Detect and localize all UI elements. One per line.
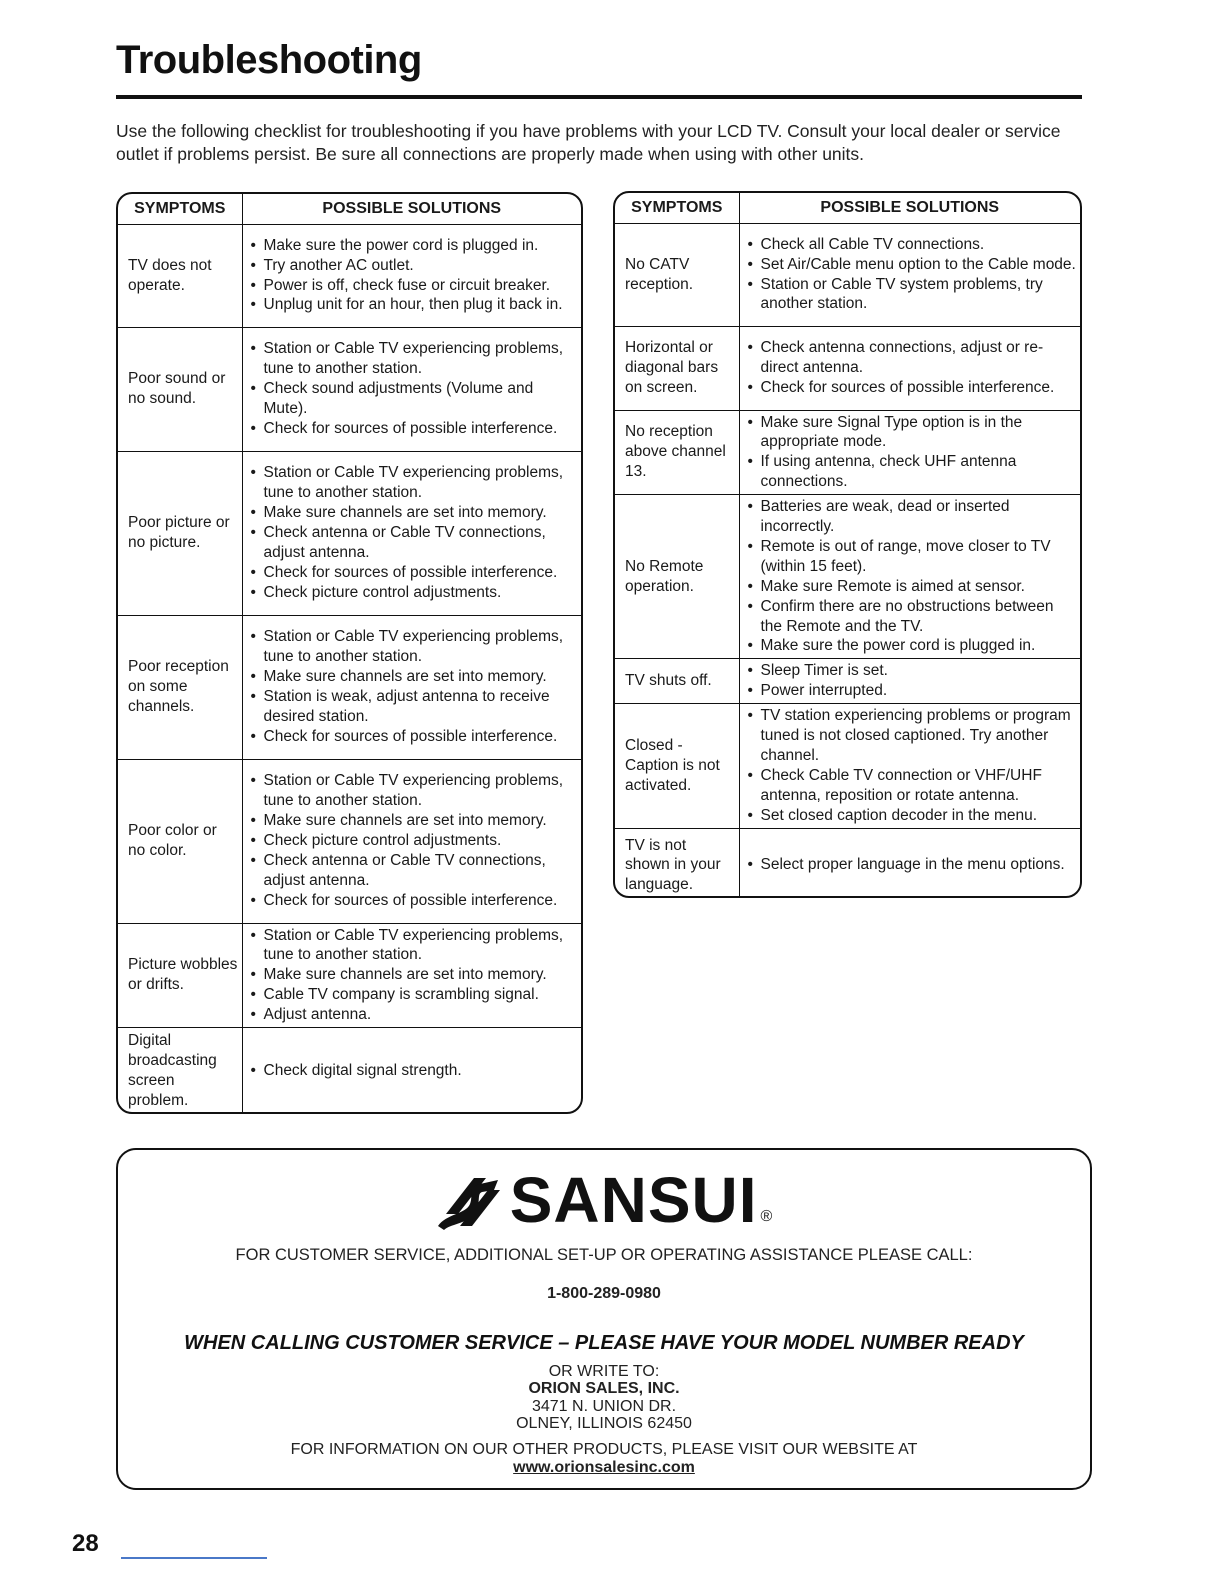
website-link[interactable]: www.orionsalesinc.com: [513, 1459, 695, 1476]
solution-item: • Station or Cable TV experiencing problems, tune to another station.: [249, 771, 578, 811]
solution-item: • Check for sources of possible interference.: [249, 727, 578, 747]
symptom-cell: Poor sound or no sound.: [118, 327, 242, 451]
solution-item: • Station or Cable TV experiencing problems, tune to another station.: [249, 339, 578, 379]
solutions-cell: [739, 828, 1080, 898]
solutions-cell: [242, 923, 581, 1028]
symptom-cell: Closed - Caption is not activated.: [615, 704, 739, 828]
symptoms-header: SYMPTOMS: [615, 193, 739, 223]
solution-item: • Unplug unit for an hour, then plug it back in.: [249, 295, 578, 315]
solutions-cell: [242, 224, 581, 327]
symptom-cell: TV is not shown in your language.: [615, 828, 739, 898]
solutions-list: [746, 338, 1077, 398]
model-number-warning: WHEN CALLING CUSTOMER SERVICE – PLEASE HAVE YOUR MODEL NUMBER READY: [184, 1332, 1024, 1354]
symptom-cell: TV shuts off.: [615, 659, 739, 704]
solution-item: • Station is weak, adjust antenna to receive desired station.: [249, 687, 578, 727]
solution-item: • Set Air/Cable menu option to the Cable mode.: [746, 255, 1077, 275]
solution-item: • Make sure Signal Type option is in the appropriate mode.: [746, 413, 1077, 453]
table-row: [118, 1028, 581, 1114]
footer-rule: [121, 1557, 267, 1559]
solutions-cell: [242, 615, 581, 759]
solutions-cell: [242, 327, 581, 451]
solution-item: • Make sure channels are set into memory.: [249, 811, 578, 831]
registered-mark: ®: [760, 1208, 773, 1225]
solutions-cell: [739, 495, 1080, 659]
solutions-cell: [739, 326, 1080, 410]
table-row: [118, 759, 581, 923]
solutions-list: [746, 855, 1077, 875]
solution-item: • Remote is out of range, move closer to TV (within 15 feet).: [746, 537, 1077, 577]
solution-item: • Make sure channels are set into memory.: [249, 667, 578, 687]
solutions-list: [249, 463, 578, 602]
solution-item: • Check digital signal strength.: [249, 1061, 578, 1081]
solution-item: • Check antenna or Cable TV connections, adjust antenna.: [249, 523, 578, 563]
solution-item: • Power interrupted.: [746, 681, 1077, 701]
solution-item: • Power is off, check fuse or circuit breaker.: [249, 276, 578, 296]
solution-item: • Check antenna connections, adjust or re-direct antenna.: [746, 338, 1077, 378]
symptom-cell: Poor color or no color.: [118, 759, 242, 923]
solutions-header: POSSIBLE SOLUTIONS: [242, 194, 581, 224]
table-row: [615, 410, 1080, 495]
solution-item: • Make sure channels are set into memory.: [249, 965, 578, 985]
table-row: [118, 327, 581, 451]
solution-item: • Make sure the power cord is plugged in.: [746, 636, 1077, 656]
solution-item: • Check antenna or Cable TV connections, adjust antenna.: [249, 851, 578, 891]
table-row: [615, 326, 1080, 410]
solutions-list: [249, 236, 578, 316]
solution-item: • Make sure Remote is aimed at sensor.: [746, 577, 1077, 597]
solution-item: • Check for sources of possible interference.: [249, 419, 578, 439]
solution-item: • Adjust antenna.: [249, 1005, 578, 1025]
solution-item: • Check for sources of possible interference.: [746, 378, 1077, 398]
call-text: FOR CUSTOMER SERVICE, ADDITIONAL SET-UP OR OPERATING ASSISTANCE PLEASE CALL:: [235, 1246, 973, 1264]
page-title: Troubleshooting: [116, 38, 422, 82]
sansui-logo-icon: [436, 1174, 502, 1230]
table-row: [615, 659, 1080, 704]
troubleshooting-table-left: [116, 192, 583, 1114]
title-rule: [116, 95, 1082, 99]
table-row: [615, 828, 1080, 898]
write-to-text: OR WRITE TO:: [548, 1363, 660, 1380]
solution-item: • Station or Cable TV system problems, try another station.: [746, 275, 1077, 315]
address-line-1: 3471 N. UNION DR.: [531, 1398, 677, 1415]
solution-item: • Check all Cable TV connections.: [746, 235, 1077, 255]
symptom-cell: Horizontal or diagonal bars on screen.: [615, 326, 739, 410]
customer-service-box: [116, 1148, 1092, 1490]
table-row: [118, 923, 581, 1028]
page-number: 28: [72, 1530, 99, 1557]
solution-item: • Make sure channels are set into memory.: [249, 503, 578, 523]
website-info-text: FOR INFORMATION ON OUR OTHER PRODUCTS, PLEASE VISIT OUR WEBSITE AT: [290, 1441, 918, 1458]
symptom-cell: Poor reception on some channels.: [118, 615, 242, 759]
solutions-list: [249, 339, 578, 439]
solution-item: • Station or Cable TV experiencing problems, tune to another station.: [249, 926, 578, 966]
solutions-list: [249, 771, 578, 910]
brand-name: SANSUI: [509, 1164, 758, 1236]
table-row: [118, 451, 581, 615]
solutions-cell: [739, 659, 1080, 704]
symptom-cell: Poor picture or no picture.: [118, 451, 242, 615]
phone-number: 1-800-289-0980: [547, 1285, 661, 1302]
symptom-cell: No reception above channel 13.: [615, 410, 739, 495]
solution-item: • Cable TV company is scrambling signal.: [249, 985, 578, 1005]
solution-item: • Select proper language in the menu options.: [746, 855, 1077, 875]
symptoms-header: SYMPTOMS: [118, 194, 242, 224]
solutions-list: [746, 235, 1077, 315]
solution-item: • Batteries are weak, dead or inserted incorrectly.: [746, 497, 1077, 537]
solution-item: • Check picture control adjustments.: [249, 583, 578, 603]
left-table-body: [118, 224, 581, 1114]
table-row: [118, 615, 581, 759]
solutions-list: [249, 1061, 578, 1081]
table-row: [615, 223, 1080, 326]
solution-item: • Confirm there are no obstructions between the Remote and the TV.: [746, 597, 1077, 637]
solution-item: • Check picture control adjustments.: [249, 831, 578, 851]
solutions-cell: [242, 759, 581, 923]
solutions-list: [249, 627, 578, 746]
solution-item: • Check for sources of possible interference.: [249, 891, 578, 911]
table-row: [118, 224, 581, 327]
solutions-list: [746, 706, 1077, 825]
solution-item: • Make sure the power cord is plugged in.: [249, 236, 578, 256]
solution-item: • TV station experiencing problems or program tuned is not closed captioned. Try another channel.: [746, 706, 1077, 766]
symptom-cell: Digital broadcasting screen problem.: [118, 1028, 242, 1114]
solutions-cell: [739, 704, 1080, 828]
solutions-list: [746, 661, 1077, 701]
sansui-logo: [118, 1164, 1090, 1236]
solutions-cell: [242, 1028, 581, 1114]
intro-paragraph: Use the following checklist for troubleshooting if you have problems with your LCD TV. Consult your local dealer or service outlet if problems persist. Be sure all connections are properly made when using with other units.: [116, 121, 1061, 164]
troubleshooting-table-right: [613, 191, 1082, 898]
table-row: [615, 495, 1080, 659]
solution-item: • Sleep Timer is set.: [746, 661, 1077, 681]
solutions-list: [249, 926, 578, 1026]
company-name: ORION SALES, INC.: [528, 1380, 680, 1397]
solutions-list: [746, 413, 1077, 493]
solution-item: • Try another AC outlet.: [249, 256, 578, 276]
symptom-cell: No Remote operation.: [615, 495, 739, 659]
solutions-header: POSSIBLE SOLUTIONS: [739, 193, 1080, 223]
table-row: [615, 704, 1080, 828]
solution-item: • Check for sources of possible interference.: [249, 563, 578, 583]
solutions-cell: [739, 410, 1080, 495]
solution-item: • Set closed caption decoder in the menu.: [746, 806, 1077, 826]
right-table-body: [615, 223, 1080, 898]
solutions-cell: [242, 451, 581, 615]
solution-item: • Check sound adjustments (Volume and Mute).: [249, 379, 578, 419]
solution-item: • Check Cable TV connection or VHF/UHF antenna, reposition or rotate antenna.: [746, 766, 1077, 806]
symptom-cell: No CATV reception.: [615, 223, 739, 326]
solutions-list: [746, 497, 1077, 656]
symptom-cell: TV does not operate.: [118, 224, 242, 327]
solution-item: • Station or Cable TV experiencing problems, tune to another station.: [249, 463, 578, 503]
address-line-2: OLNEY, ILLINOIS 62450: [516, 1415, 692, 1432]
symptom-cell: Picture wobbles or drifts.: [118, 923, 242, 1028]
solutions-cell: [739, 223, 1080, 326]
solution-item: • Station or Cable TV experiencing problems, tune to another station.: [249, 627, 578, 667]
solution-item: • If using antenna, check UHF antenna connections.: [746, 452, 1077, 492]
